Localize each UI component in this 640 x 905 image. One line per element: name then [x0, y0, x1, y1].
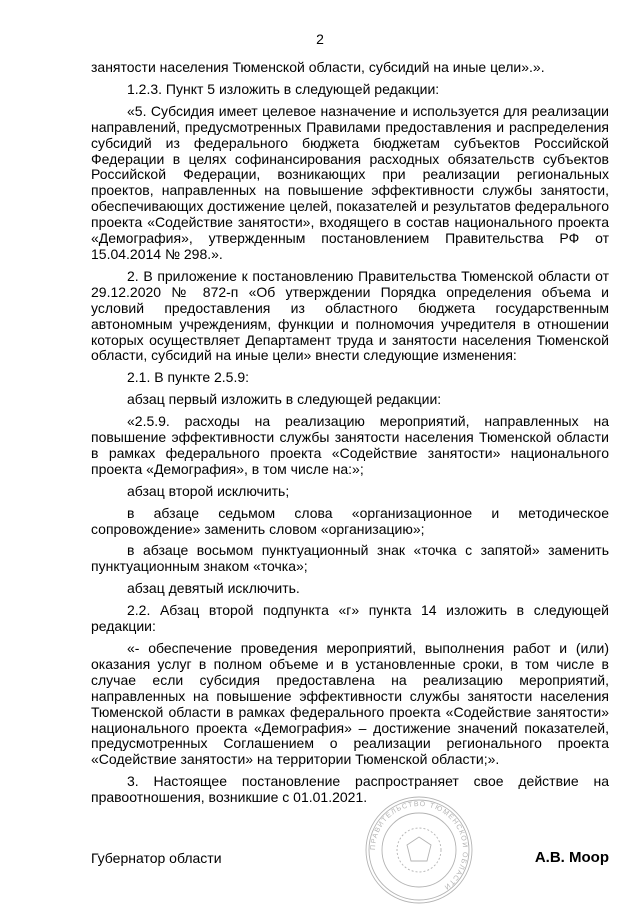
- page-number: 2: [316, 31, 324, 47]
- paragraph-abzac-first: абзац первый изложить в следующей редакции:: [127, 391, 442, 408]
- paragraph-2-1: 2.1. В пункте 2.5.9:: [127, 369, 250, 386]
- paragraph-abzac-ninth: абзац девятый исключить.: [127, 580, 300, 597]
- paragraph-2: 2. В приложение к постановлению Правительства Тюменской области от 29.12.2020 № 872-п «Об утверждении Порядка определения объема и условий предоставления из областного бюджета государственным автономным учреждениям, функции и полномочия учредителя в отношении которых осуществляет Департамент труда и занятости населения Тюменской области, субсидий на иные цели» внести следующие изменения:: [91, 267, 609, 364]
- document-body: [91, 60, 609, 806]
- signatory-name: А.В. Моор: [534, 849, 609, 866]
- paragraph-3: 3. Настоящее постановление распространяет свое действие на правоотношения, возникшие с 01.01.2021.: [91, 773, 609, 806]
- signatory-title: Губернатор области: [91, 850, 222, 866]
- paragraph-1-2-3: 1.2.3. Пункт 5 изложить в следующей редакции:: [127, 80, 440, 97]
- paragraph-2-2: 2.2. Абзац второй подпункта «г» пункта 14 изложить в следующей редакции:: [91, 602, 609, 635]
- paragraph-abzac-eighth: в абзаце восьмом пунктуационный знак «точка с запятой» заменить пунктуационным знаком «точка»;: [91, 542, 609, 575]
- official-seal-stamp: [355, 795, 483, 905]
- paragraph-abzac-second: абзац второй исключить;: [127, 482, 290, 499]
- paragraph-quote-g-14: «- обеспечение проведения мероприятий, выполнения работ и (или) оказания услуг в полном объеме и в установленные сроки, в том числе в случае если субсидия предоставлена на реализацию мероприятий, направленных на повышение эффективности службы занятости населения Тюменской области в рамках федерального проекта «Содействие занятости» национального проекта «Демография» – достижение значений показателей, предусмотренных Соглашением о реализации регионального проекта «Содействие занятости» на территории Тюменской области;».: [91, 640, 609, 768]
- paragraph-quote-2-5-9: «2.5.9. расходы на реализацию мероприятий, направленных на повышение эффективности службы занятости населения Тюменской области в рамках федерального проекта «Содействие занятости» национального проекта «Демография», в том числе на:»;: [91, 413, 609, 477]
- svg-text:ПРАВИТЕЛЬСТВО ТЮМЕНСКОЙ ОБЛАСТ: [370, 801, 470, 891]
- paragraph-abzac-seventh: в абзаце седьмом слова «организационное и методическое сопровождение» заменить словом «организацию»;: [91, 504, 609, 537]
- seal-text: ПРАВИТЕЛЬСТВО ТЮМЕНСКОЙ ОБЛАСТИ: [369, 800, 469, 891]
- paragraph-quote-5: «5. Субсидия имеет целевое назначение и используется для реализации направлений, предусмотренных Правилами предоставления и распределения субсидий из федерального бюджета бюджетам субъектов Российской Федерации в целях софинансирования расходных обязательств субъектов Российской Федерации, возникающих при реализации региональных проектов, направленных на повышение эффективности службы занятости, обеспечивающих достижение целей, показателей и результатов федерального проекта «Содействие занятости», входящего в состав национального проекта «Демография», утвержденным постановлением Правительства РФ от 15.04.2014 № 298.».: [91, 102, 609, 262]
- paragraph-continuation: занятости населения Тюменской области, субсидий на иные цели».».: [91, 59, 545, 75]
- signature-block: [91, 849, 609, 867]
